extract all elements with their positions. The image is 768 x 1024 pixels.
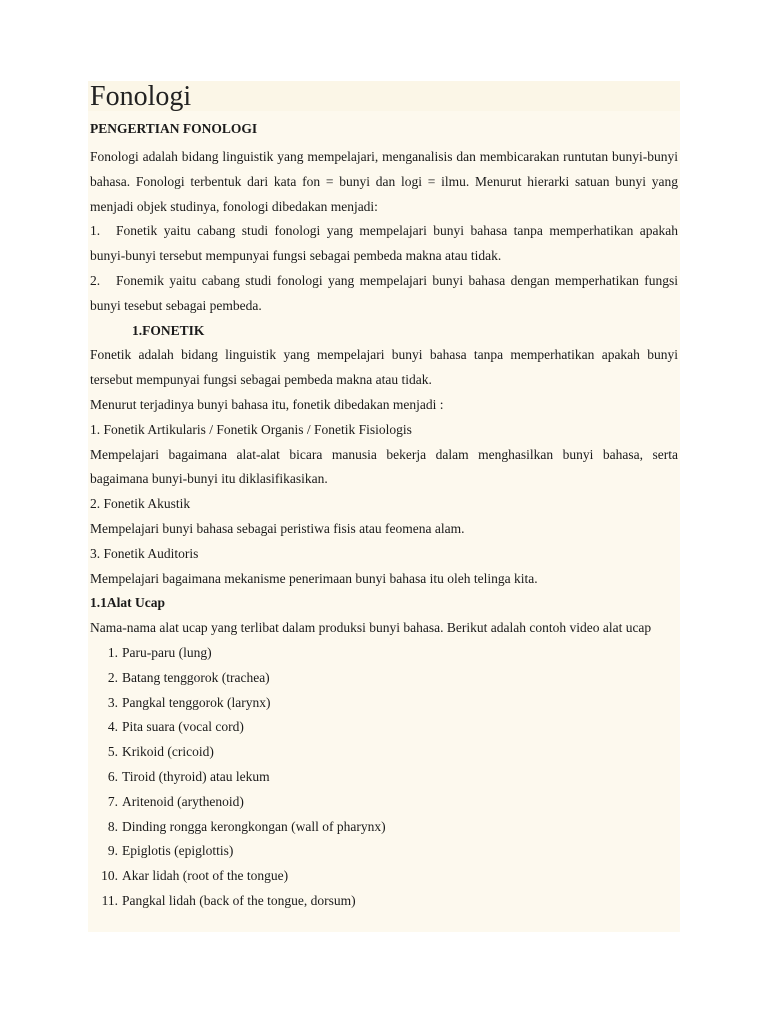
fonetik-type-name: 1. Fonetik Artikularis / Fonetik Organis / Fonetik Fisiologis	[90, 421, 412, 437]
list-text: Paru-paru (lung)	[122, 644, 212, 660]
list-text: Krikoid (cricoid)	[122, 744, 214, 760]
list-text: Pita suara (vocal cord)	[122, 719, 244, 735]
division-text: Fonemik yaitu cabang studi fonologi yang mempelajari bunyi bahasa dengan memperhatikan fungsi bunyi tesebut sebagai pembeda.	[90, 272, 678, 313]
fonetik-type-desc: Mempelajari bunyi bahasa sebagai peristiwa fisis atau feomena alam.	[90, 520, 465, 536]
list-text: Aritenoid (arythenoid)	[122, 793, 244, 809]
list-number: 7.	[107, 793, 118, 809]
fonetik-heading: 1.FONETIK	[132, 322, 205, 338]
list-item	[96, 691, 680, 716]
fonetik-type-name: 2. Fonetik Akustik	[90, 496, 191, 512]
division-text: Fonetik yaitu cabang studi fonologi yang mempelajari bunyi bahasa tanpa memperhatikan apakah bunyi-bunyi tersebut mempunyai fungsi sebagai pembeda makna atau tidak.	[90, 223, 678, 264]
list-item	[96, 864, 680, 889]
fonetik-type-desc: Mempelajari bagaimana alat-alat bicara manusia bekerja dalam menghasilkan bunyi bahasa, serta bagaimana bunyi-bunyi itu diklasifikasikan.	[90, 446, 678, 487]
list-number: 10.	[101, 868, 118, 884]
list-item	[96, 740, 680, 765]
list-number: 11.	[101, 892, 118, 908]
list-item	[96, 641, 680, 666]
division-item-1	[88, 219, 680, 269]
list-item	[96, 790, 680, 815]
list-number: 4.	[107, 719, 118, 735]
division-number: 2.	[90, 272, 101, 288]
list-item	[96, 889, 680, 914]
section-heading: PENGERTIAN FONOLOGI	[90, 121, 258, 136]
intro-paragraph: Fonologi adalah bidang linguistik yang mempelajari, menganalisis dan membicarakan runtutan bunyi-bunyi bahasa. Fonologi terbentuk dari kata fon = bunyi dan logi = ilmu. Menurut hierarki satuan bunyi yang menjadi objek studinya, fonologi dibedakan menjadi:	[90, 149, 678, 214]
list-text: Tiroid (thyroid) atau lekum	[122, 768, 270, 784]
fonetik-definition: Fonetik adalah bidang linguistik yang mempelajari bunyi bahasa tanpa memperhatikan apakah bunyi tersebut mempunyai fungsi sebagai pembeda makna atau tidak.	[90, 347, 678, 388]
alat-ucap-heading: 1.1Alat Ucap	[90, 595, 165, 611]
fonetik-type-name: 3. Fonetik Auditoris	[90, 545, 199, 561]
page-title: Fonologi	[88, 81, 680, 111]
list-number: 3.	[107, 694, 118, 710]
fonetik-types-intro: Menurut terjadinya bunyi bahasa itu, fonetik dibedakan menjadi :	[90, 396, 444, 412]
list-item	[96, 765, 680, 790]
list-number: 8.	[107, 818, 118, 834]
list-number: 1.	[107, 644, 118, 660]
list-number: 6.	[107, 768, 118, 784]
list-text: Dinding rongga kerongkongan (wall of pharynx)	[122, 818, 386, 834]
alat-ucap-list	[88, 641, 680, 914]
list-text: Pangkal lidah (back of the tongue, dorsum)	[122, 892, 356, 908]
document-body	[88, 81, 680, 932]
list-number: 9.	[107, 843, 118, 859]
list-item	[96, 715, 680, 740]
list-number: 5.	[107, 744, 118, 760]
list-item	[96, 666, 680, 691]
division-number: 1.	[90, 223, 101, 239]
list-text: Pangkal tenggorok (larynx)	[122, 694, 271, 710]
alat-ucap-intro: Nama-nama alat ucap yang terlibat dalam produksi bunyi bahasa. Berikut adalah contoh video alat ucap	[90, 620, 652, 636]
list-text: Akar lidah (root of the tongue)	[122, 868, 289, 884]
list-item	[96, 815, 680, 840]
list-item	[96, 839, 680, 864]
list-text: Batang tenggorok (trachea)	[122, 669, 270, 685]
list-number: 2.	[107, 669, 118, 685]
fonetik-type-desc: Mempelajari bagaimana mekanisme penerimaan bunyi bahasa itu oleh telinga kita.	[90, 570, 538, 586]
division-item-2	[88, 269, 680, 319]
list-text: Epiglotis (epiglottis)	[122, 843, 234, 859]
